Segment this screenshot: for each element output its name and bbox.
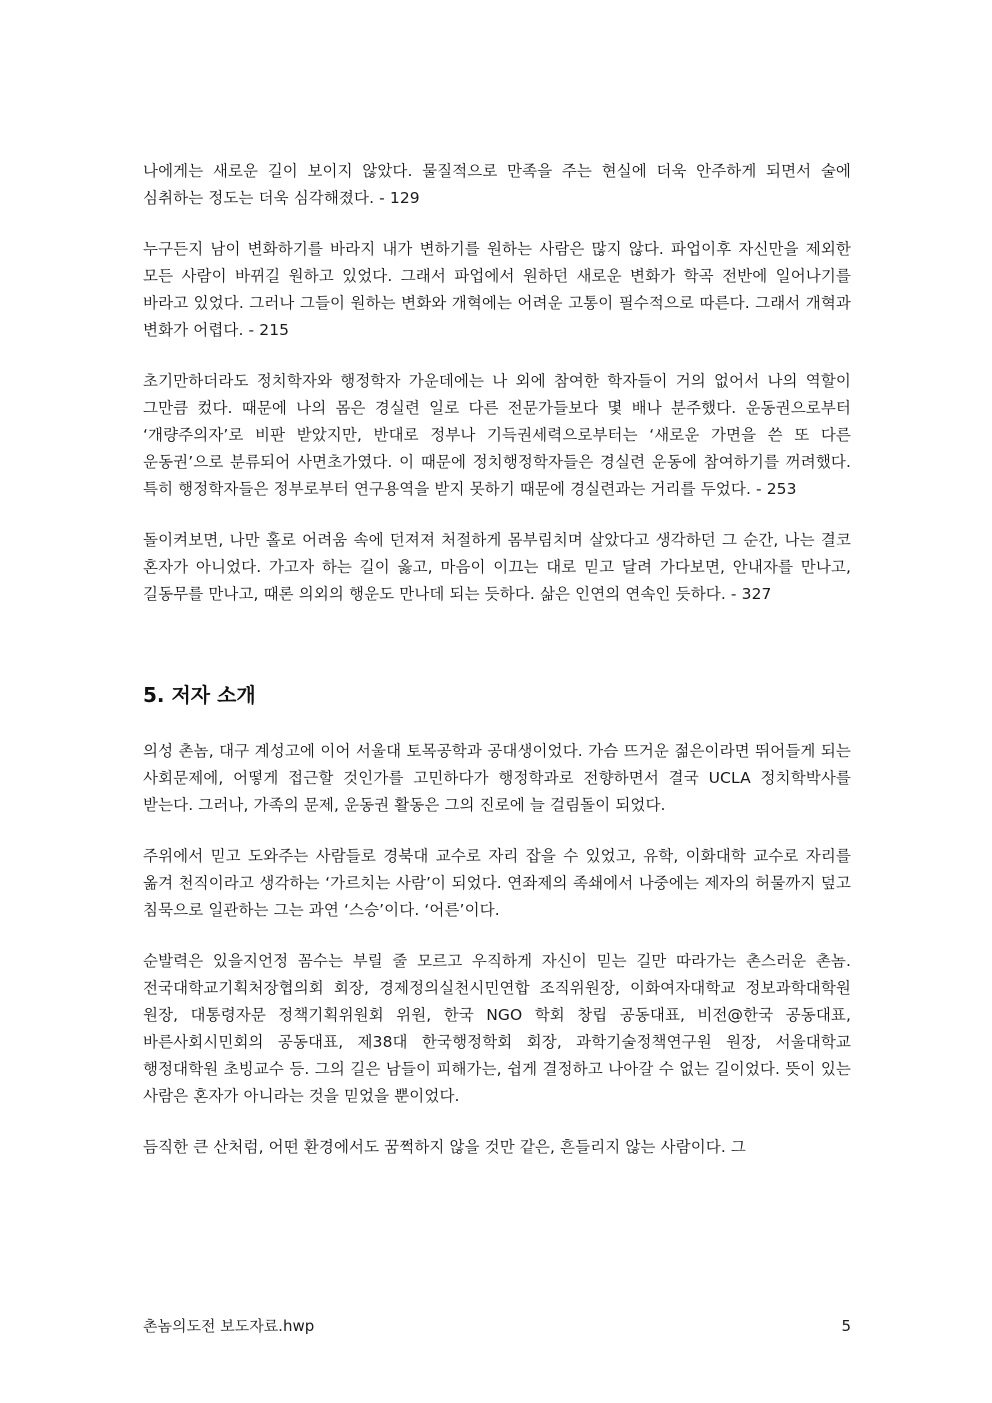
author-paragraph: 주위에서 믿고 도와주는 사람들로 경북대 교수로 자리 잡을 수 있었고, 유학, 이화대학 교수로 자리를 옮겨 천직이라고 생각하는 ‘가르치는 사람’이 되었다. 연좌제의 족쇄에서 나중에는 제자의 허물까지 덮고 침묵으로 일관하는 그는 과연 ‘스승’이다. ‘어른’이다. bbox=[143, 847, 851, 919]
quote-paragraph: 돌이켜보면, 나만 홀로 어려움 속에 던져져 처절하게 몸부림치며 살았다고 생각하던 그 순간, 나는 결코 혼자가 아니었다. 가고자 하는 길이 옳고, 마음이 이끄는 대로 믿고 달려 가다보면, 안내자를 만나고, 길동무를 만나고, 때론 의외의 행운도 만나데 되는 듯하다. 삶은 인연의 연속인 듯하다. - 327 bbox=[143, 531, 851, 603]
author-paragraph: 의성 촌놈, 대구 계성고에 이어 서울대 토목공학과 공대생이었다. 가슴 뜨거운 젊은이라면 뛰어들게 되는 사회문제에, 어떻게 접근할 것인가를 고민하다가 행정학과로 전향하면서 결국 UCLA 정치학박사를 받는다. 그러나, 가족의 문제, 운동권 활동은 그의 진로에 늘 걸림돌이 되었다. bbox=[143, 742, 851, 814]
page-footer bbox=[143, 1316, 851, 1336]
document-body bbox=[143, 158, 851, 1185]
footer-filename: 촌놈의도전 보도자료.hwp bbox=[143, 1317, 315, 1335]
author-paragraph: 순발력은 있을지언정 꼼수는 부릴 줄 모르고 우직하게 자신이 믿는 길만 따라가는 촌스러운 촌놈. 전국대학교기획처장협의회 회장, 경제정의실천시민연합 조직위원장, 이화여자대학교 정보과학대학원 원장, 대통령자문 정책기획위원회 위원, 한국 NGO 학회 창립 공동대표, 비전@한국 공동대표, 바른사회시민회의 공동대표, 제38대 한국행정학회 회장, 과학기술정책연구원 원장, 서울대학교 행정대학원 초빙교수 등. 그의 길은 남들이 피해가는, 쉽게 결정하고 나아갈 수 없는 길이었다. 뜻이 있는 사람은 혼자가 아니라는 것을 믿었을 뿐이었다. bbox=[143, 952, 851, 1105]
quote-paragraph: 초기만하더라도 정치학자와 행정학자 가운데에는 나 외에 참여한 학자들이 거의 없어서 나의 역할이 그만큼 컸다. 때문에 나의 몸은 경실련 일로 다른 전문가들보다 몇 배나 분주했다. 운동권으로부터 ‘개량주의자’로 비판 받았지만, 반대로 정부나 기득권세력으로부터는 ‘새로운 가면을 쓴 또 다른 운동권’으로 분류되어 사면초가였다. 이 때문에 정치행정학자들은 경실련 운동에 참여하기를 꺼려했다. 특히 행정학자들은 정부로부터 연구용역을 받지 못하기 때문에 경실련과는 거리를 두었다. - 253 bbox=[143, 372, 851, 498]
quote-paragraph: 누구든지 남이 변화하기를 바라지 내가 변하기를 원하는 사람은 많지 않다. 파업이후 자신만을 제외한 모든 사람이 바뀌길 원하고 있었다. 그래서 파업에서 원하던 새로운 변화가 학곡 전반에 일어나기를 바라고 있었다. 그러나 그들이 원하는 변화와 개혁에는 어려운 고통이 필수적으로 따른다. 그래서 개혁과 변화가 어렵다. - 215 bbox=[143, 240, 851, 339]
quote-paragraph: 나에게는 새로운 길이 보이지 않았다. 물질적으로 만족을 주는 현실에 더욱 안주하게 되면서 술에 심취하는 정도는 더욱 심각해졌다. - 129 bbox=[143, 162, 851, 207]
section-heading: 5. 저자 소개 bbox=[143, 683, 256, 707]
footer-page-number: 5 bbox=[841, 1317, 851, 1335]
author-paragraph: 듬직한 큰 산처럼, 어떤 환경에서도 꿈쩍하지 않을 것만 같은, 흔들리지 않는 사람이다. 그 bbox=[143, 1138, 746, 1156]
